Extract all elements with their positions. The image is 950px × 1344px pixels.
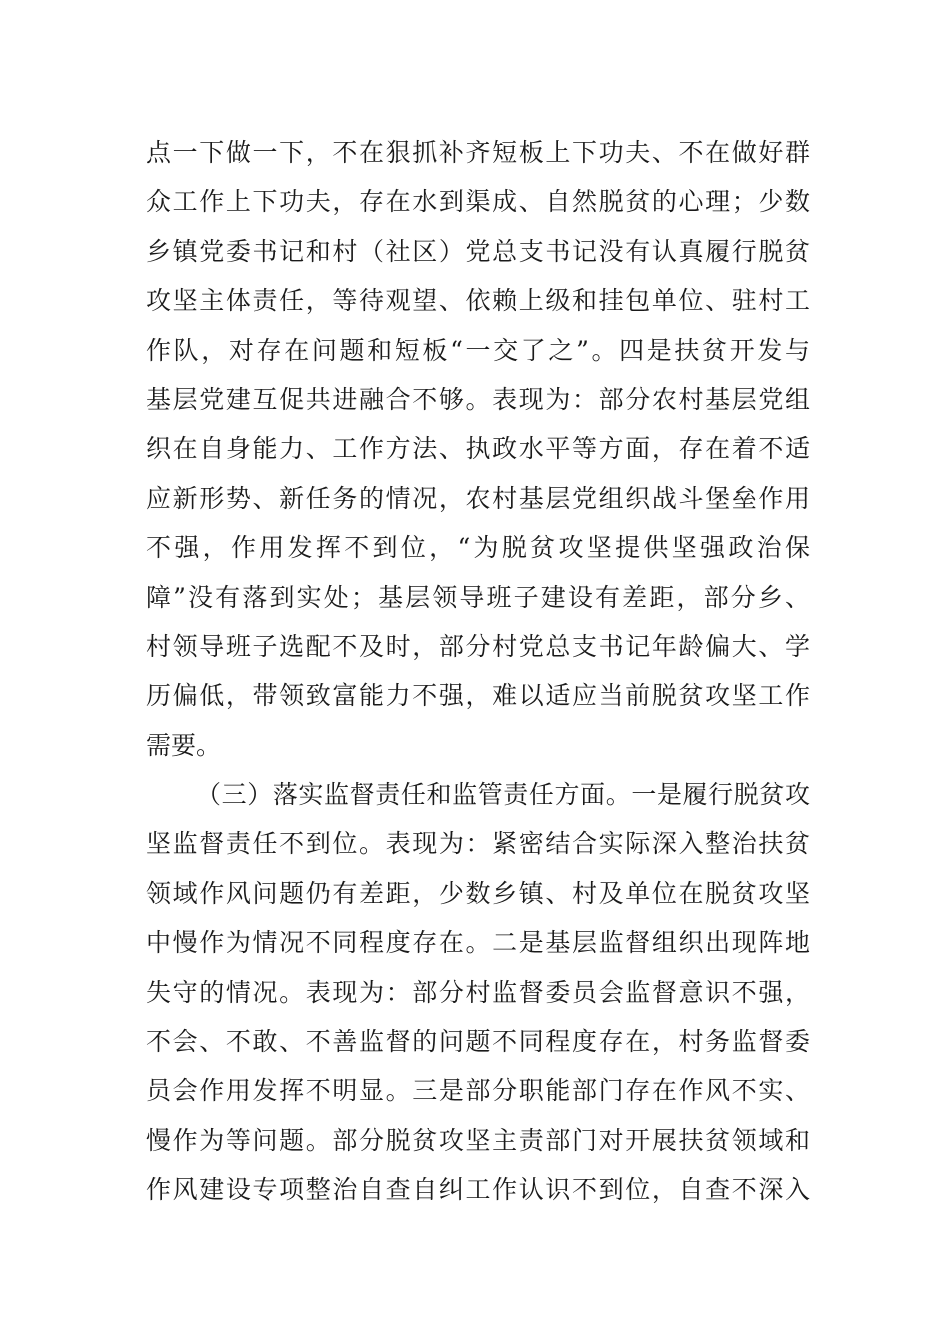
text-line: 众工作上下功夫，存在水到渠成、自然脱贫的心理；少数	[146, 187, 810, 217]
text-line: 领域作风问题仍有差距，少数乡镇、村及单位在脱贫攻坚	[146, 878, 810, 908]
text-line: 村领导班子选配不及时，部分村党总支书记年龄偏大、学	[146, 631, 810, 661]
text-line: 基层党建互促共进融合不够。表现为：部分农村基层党组	[146, 384, 810, 414]
text-line: 不强，作用发挥不到位，“为脱贫攻坚提供坚强政治保	[146, 533, 810, 563]
text-line: 慢作为等问题。部分脱贫攻坚主责部门对开展扶贫领域和	[146, 1125, 810, 1155]
text-line: 乡镇党委书记和村（社区）党总支书记没有认真履行脱贫	[146, 236, 810, 266]
text-line: 不会、不敢、不善监督的问题不同程度存在，村务监督委	[146, 1027, 810, 1057]
section-heading-line: （三）落实监督责任和监管责任方面。一是履行脱贫攻	[196, 780, 810, 810]
text-line: 作队，对存在问题和短板“一交了之”。四是扶贫开发与	[146, 335, 810, 365]
text-line: 应新形势、新任务的情况，农村基层党组织战斗堡垒作用	[146, 483, 810, 513]
text-line: 作风建设专项整治自查自纠工作认识不到位，自查不深入	[146, 1175, 810, 1205]
text-line: 历偏低，带领致富能力不强，难以适应当前脱贫攻坚工作	[146, 681, 810, 711]
text-line: 织在自身能力、工作方法、执政水平等方面，存在着不适	[146, 434, 810, 464]
text-line: 点一下做一下，不在狠抓补齐短板上下功夫、不在做好群	[146, 138, 810, 167]
text-line: 失守的情况。表现为：部分村监督委员会监督意识不强，	[146, 977, 810, 1007]
text-line: 坚监督责任不到位。表现为：紧密结合实际深入整治扶贫	[146, 829, 810, 859]
text-line: 攻坚主体责任，等待观望、依赖上级和挂包单位、驻村工	[146, 286, 810, 316]
paragraph-end-line: 需要。	[146, 730, 222, 760]
text-line: 员会作用发挥不明显。三是部分职能部门存在作风不实、	[146, 1076, 810, 1106]
body-text	[146, 128, 810, 1215]
text-line: 障”没有落到实处；基层领导班子建设有差距，部分乡、	[146, 582, 810, 612]
text-line: 中慢作为情况不同程度存在。二是基层监督组织出现阵地	[146, 928, 810, 958]
